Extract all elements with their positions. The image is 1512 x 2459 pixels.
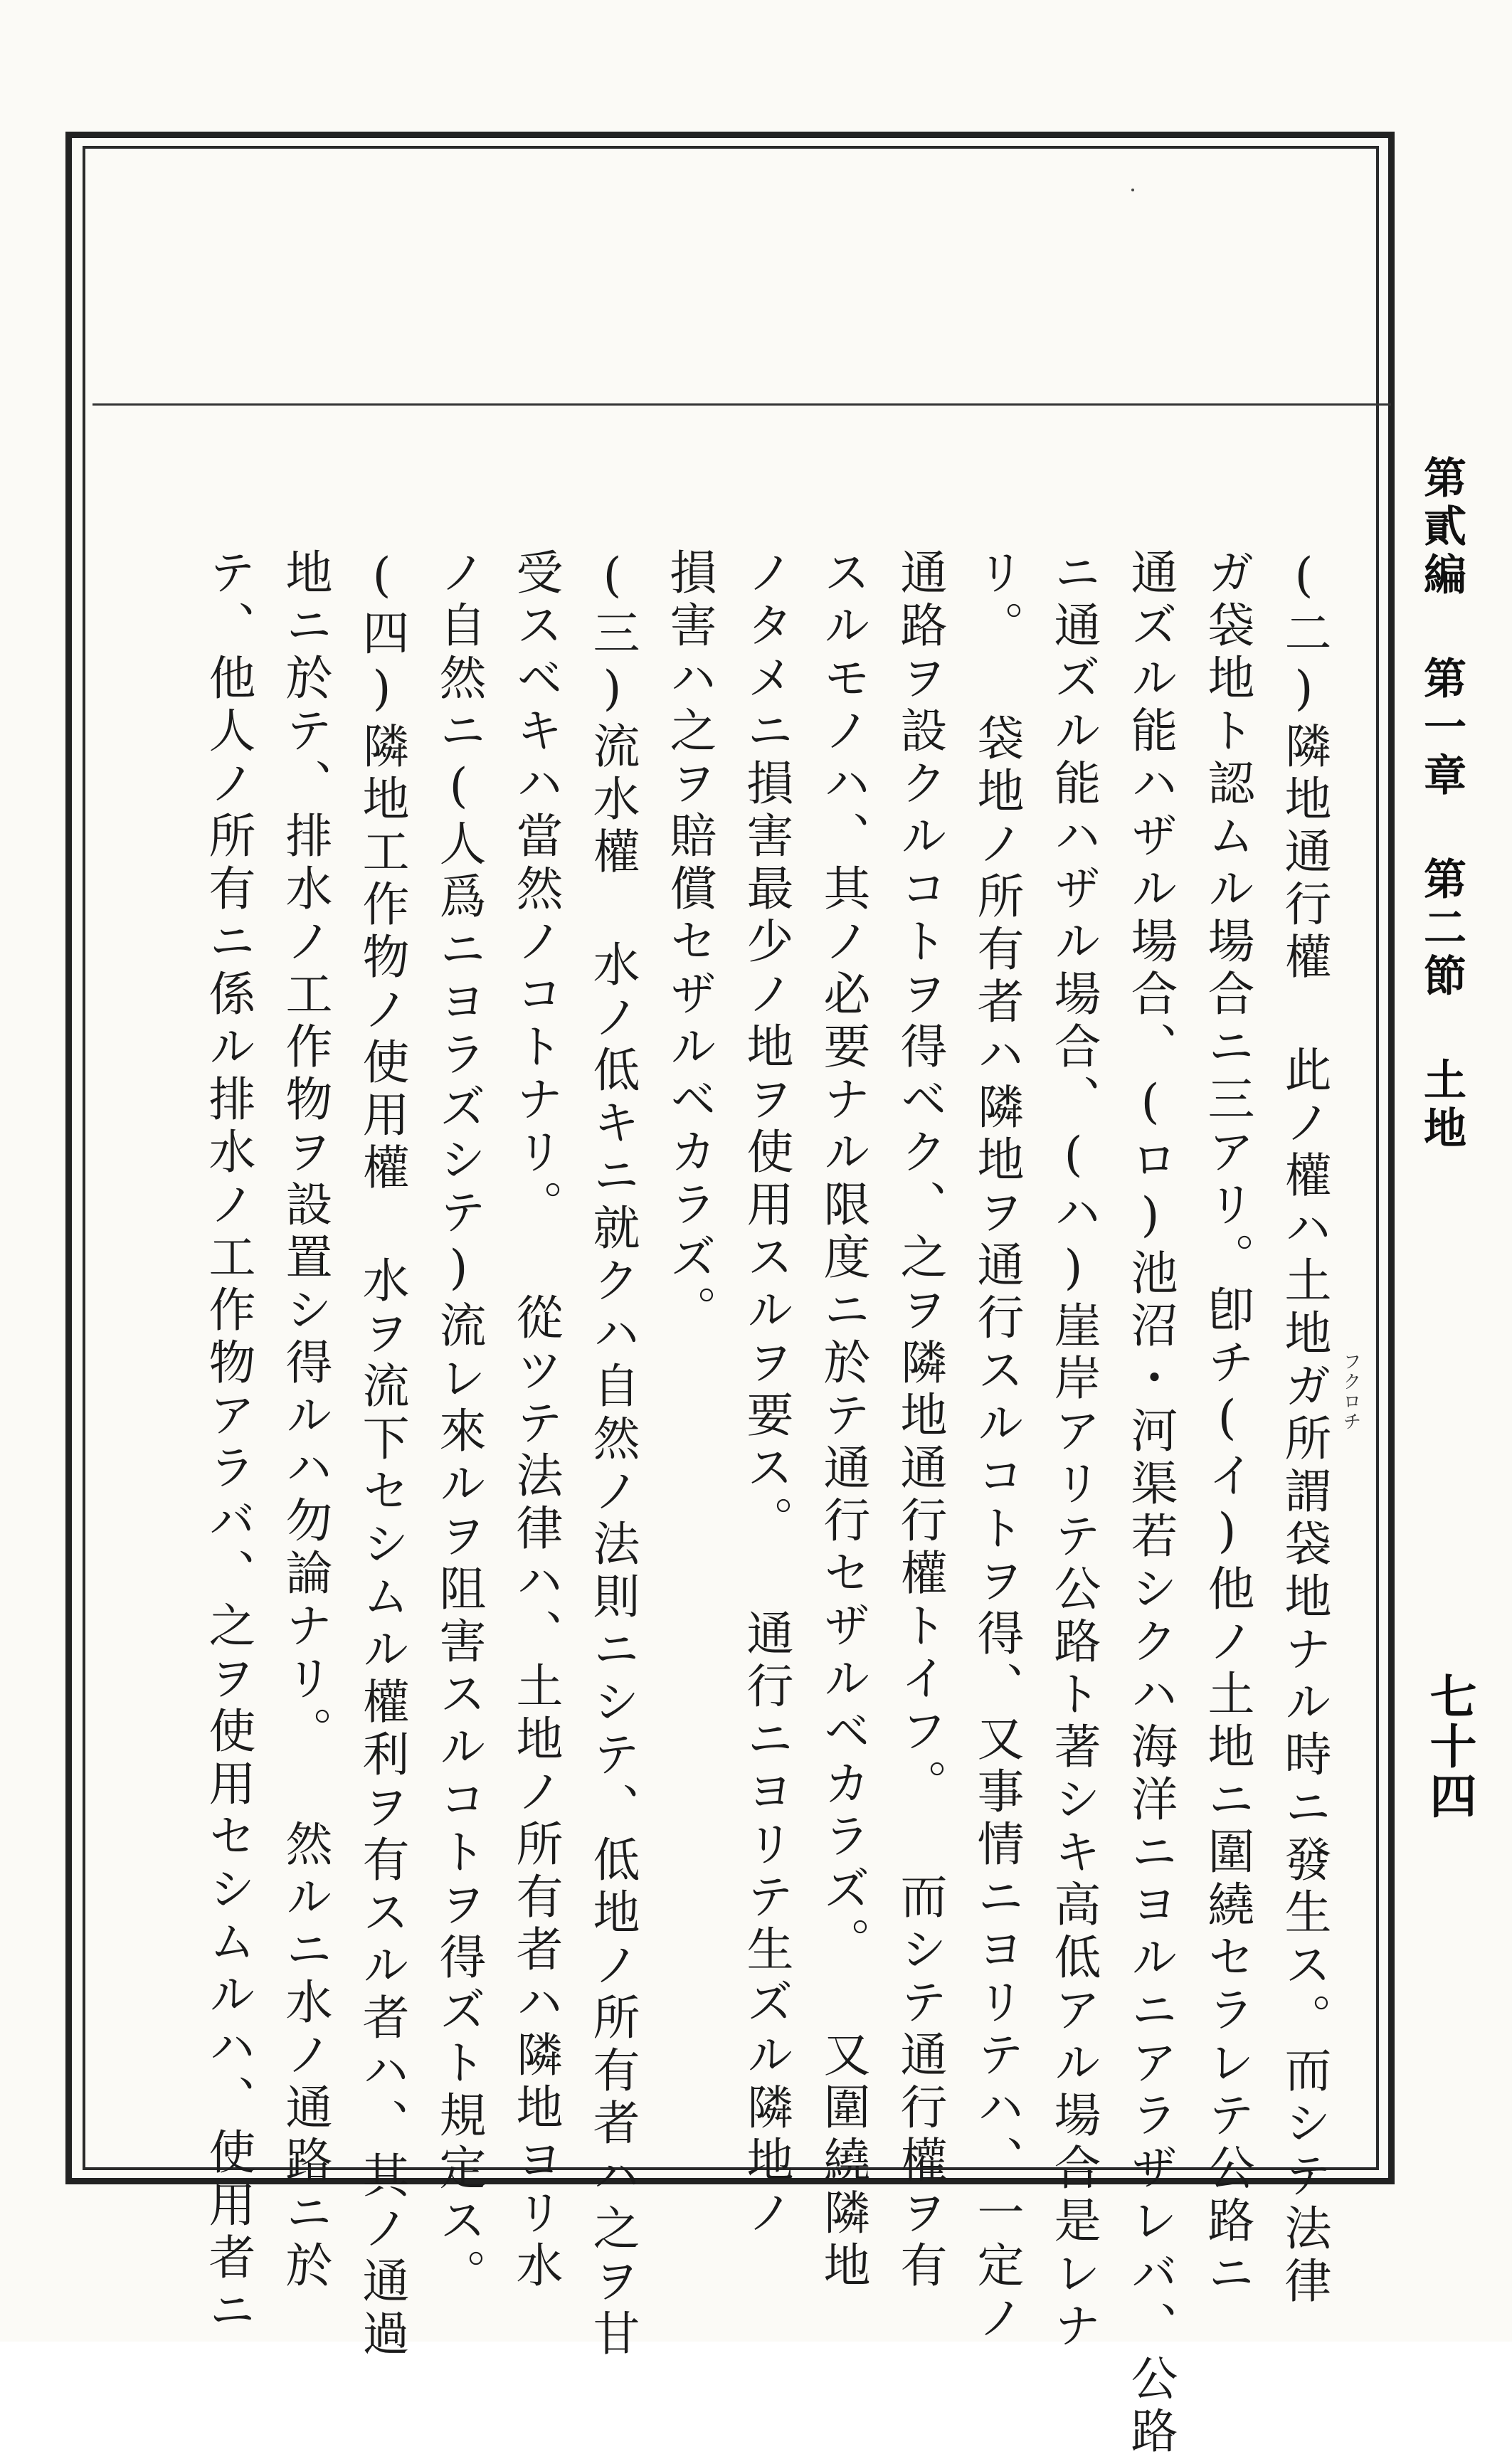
text-column-13: (四)隣地工作物ノ使用權 水ヲ流下セシムル權利ヲ有スル者ハ、其ノ通過	[354, 548, 409, 2362]
text-column-8: ノタメニ損害最少ノ地ヲ使用スルヲ要ス。 通行ニヨリテ生ズル隣地ノ	[739, 548, 793, 2241]
text-column-7: スルモノハ、其ノ必要ナル限度ニ於テ通行セザルベカラズ。 又圍繞隣地	[815, 548, 870, 2293]
furigana-annotation: フクロチ	[1340, 1352, 1361, 1432]
text-column-15: テ、他人ノ所有ニ係ル排水ノ工作物アラバ、之ヲ使用セシムルハ、使用者ニ	[201, 548, 255, 2338]
print-speck	[1131, 189, 1134, 191]
text-column-5: リ。 袋地ノ所有者ハ隣地ヲ通行スルコトヲ得、又事情ニヨリテハ、一定ノ	[969, 548, 1024, 2346]
text-column-1: (二)隣地通行權 此ノ權ハ土地ガ所謂袋地ナル時ニ發生ス。而シテ法律	[1276, 548, 1331, 2309]
text-column-4: ニ通ズル能ハザル場合、(ハ)崖岸アリテ公路ト著シキ高低アル場合是レナ	[1046, 548, 1101, 2354]
text-column-12: ノ自然ニ(人爲ニヨラズシテ)流レ來ルヲ阻害スルコトヲ得ズト規定ス。	[431, 548, 486, 2301]
text-column-11: 受スベキハ當然ノコトナリ。 從ツテ法律ハ、土地ノ所有者ハ隣地ヨリ水	[508, 548, 563, 2293]
page-number: 七十四	[1422, 1672, 1477, 1821]
text-column-2: ガ袋地ト認ムル場合ニ三アリ。卽チ(イ)他ノ土地ニ圍繞セラレテ公路ニ	[1200, 548, 1254, 2301]
text-column-14: 地ニ於テ、排水ノ工作物ヲ設置シ得ルハ勿論ナリ。 然ルニ水ノ通路ニ於	[277, 548, 332, 2293]
text-column-6: 通路ヲ設クルコトヲ得ベク、之ヲ隣地通行權トイフ。 而シテ通行權ヲ有	[892, 548, 947, 2293]
text-column-3: 通ズル能ハザル場合、(ロ)池沼・河渠若シクハ海洋ニヨルニアラザレバ、公路	[1123, 548, 1178, 2459]
running-head: 第貳編 第一章 第二節 土地	[1417, 455, 1466, 1154]
text-column-9: 損害ハ之ヲ賠償セザルベカラズ。	[662, 548, 717, 1338]
header-rule	[92, 403, 1391, 406]
text-column-10: (三)流水權 水ノ低キニ就クハ自然ノ法則ニシテ、低地ノ所有者ハ之ヲ甘	[585, 548, 640, 2362]
